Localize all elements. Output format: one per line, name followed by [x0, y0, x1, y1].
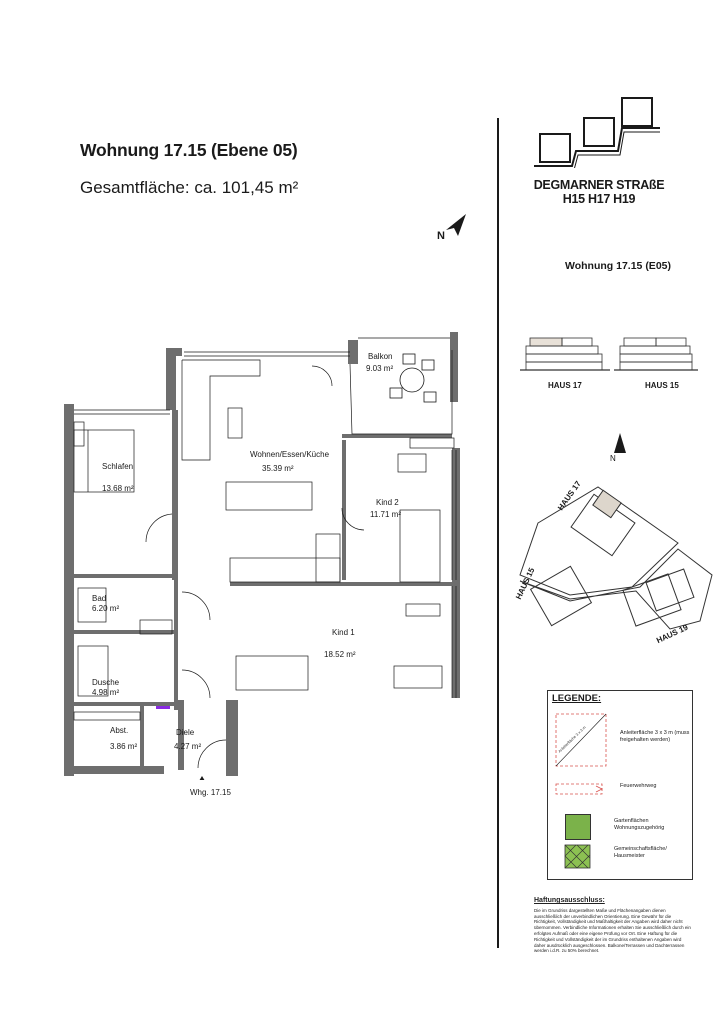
- brand-line-2: H15 H17 H19: [562, 192, 636, 206]
- siteplan-north: N: [610, 454, 616, 463]
- entrance-label: Whg. 17.15: [190, 788, 231, 797]
- legend-green-swatch: [565, 814, 591, 840]
- building-elevations: [520, 330, 700, 386]
- legend-title: LEGENDE:: [552, 693, 602, 704]
- room-abst: Abst.: [110, 726, 129, 735]
- total-area: Gesamtfläche: ca. 101,45 m²: [80, 178, 299, 197]
- room-bad-area: 6.20 m²: [92, 604, 120, 613]
- unit-label: Wohnung 17.15 (E05): [565, 260, 671, 272]
- room-schlafen-area: 13.68 m²: [102, 484, 134, 493]
- room-bad: Bad: [92, 594, 107, 603]
- stairs-logo-icon: [534, 96, 664, 168]
- siteplan-north-icon: [614, 433, 626, 453]
- legend-fire-path-label: Feuerwehrweg: [620, 783, 657, 789]
- legend-fire-area-icon: [552, 710, 612, 770]
- room-balkon-area: 9.03 m²: [366, 364, 394, 373]
- room-balkon: Balkon: [368, 352, 393, 361]
- elevation-label-left: HAUS 17: [548, 381, 582, 390]
- room-diele-area: 4.27 m²: [174, 742, 202, 751]
- north-label: N: [437, 230, 445, 242]
- siteplan-haus19: HAUS 19: [655, 622, 690, 646]
- legend-fire-area-label: Anleiterfläche 3 x 3 m (muss freigehalten werden): [620, 730, 690, 743]
- room-kind2: Kind 2: [376, 498, 399, 507]
- siteplan-haus17: HAUS 17: [556, 479, 583, 513]
- room-dusche: Dusche: [92, 678, 120, 687]
- brand-name: [524, 178, 674, 206]
- siteplan-haus15: HAUS 15: [514, 566, 537, 601]
- legend-fire-path-icon: [552, 780, 612, 800]
- legend-green-label: Gartenflächen Wohnungszugehörig: [614, 818, 665, 831]
- room-kind2-area: 11.71 m²: [370, 510, 401, 519]
- room-dusche-area: 4.98 m²: [92, 688, 120, 697]
- elevation-label-right: HAUS 15: [645, 381, 679, 390]
- page-title: Wohnung 17.15 (Ebene 05): [80, 140, 298, 160]
- legend-hatched-swatch: [564, 844, 592, 870]
- legend-fire-area-inner: Anleiterfläche 3 x 3 m: [557, 725, 587, 754]
- floor-plan: [60, 330, 460, 780]
- room-wohnen-area: 35.39 m²: [262, 464, 294, 473]
- room-kind1: Kind 1: [332, 628, 355, 637]
- room-abst-area: 3.86 m²: [110, 742, 138, 751]
- disclaimer-title: Haftungsausschluss:: [534, 897, 605, 904]
- room-schlafen: Schlafen: [102, 462, 134, 471]
- brand-line-1: DEGMARNER STRAßE: [533, 178, 665, 192]
- room-kind1-area: 18.52 m²: [324, 650, 356, 659]
- disclaimer-text: Die im Grundriss dargestellten Maße und Flächenangaben dienen ausschließlich der unverbindlichen Orientierung. Eine Gewähr für die Richtigkeit, Vollständigkeit und Maßhaltigkeit der Angaben wird daher nicht übernommen. Verbindliche Informationen erhalten Sie ausschließlich durch ein erfolgtes Aufmaß oder eine eigene Prüfung vor Ort. Eine Haftung für die Richtigkeit und Vollständigkeit der im Grundriss enthaltenen Angaben wird daher ausdrücklich ausgeschlossen. Balkone/Terrassen und Dachterrassen werden i.d.R. zu 50% berechnet.: [534, 907, 691, 954]
- disclaimer: [534, 898, 694, 954]
- divider: [497, 118, 499, 948]
- legend-hatched-label: Gemeinschaftsfläche/ Hausmeister: [614, 846, 667, 859]
- room-diele: Diele: [176, 728, 195, 737]
- room-wohnen: Wohnen/Essen/Küche: [250, 450, 330, 459]
